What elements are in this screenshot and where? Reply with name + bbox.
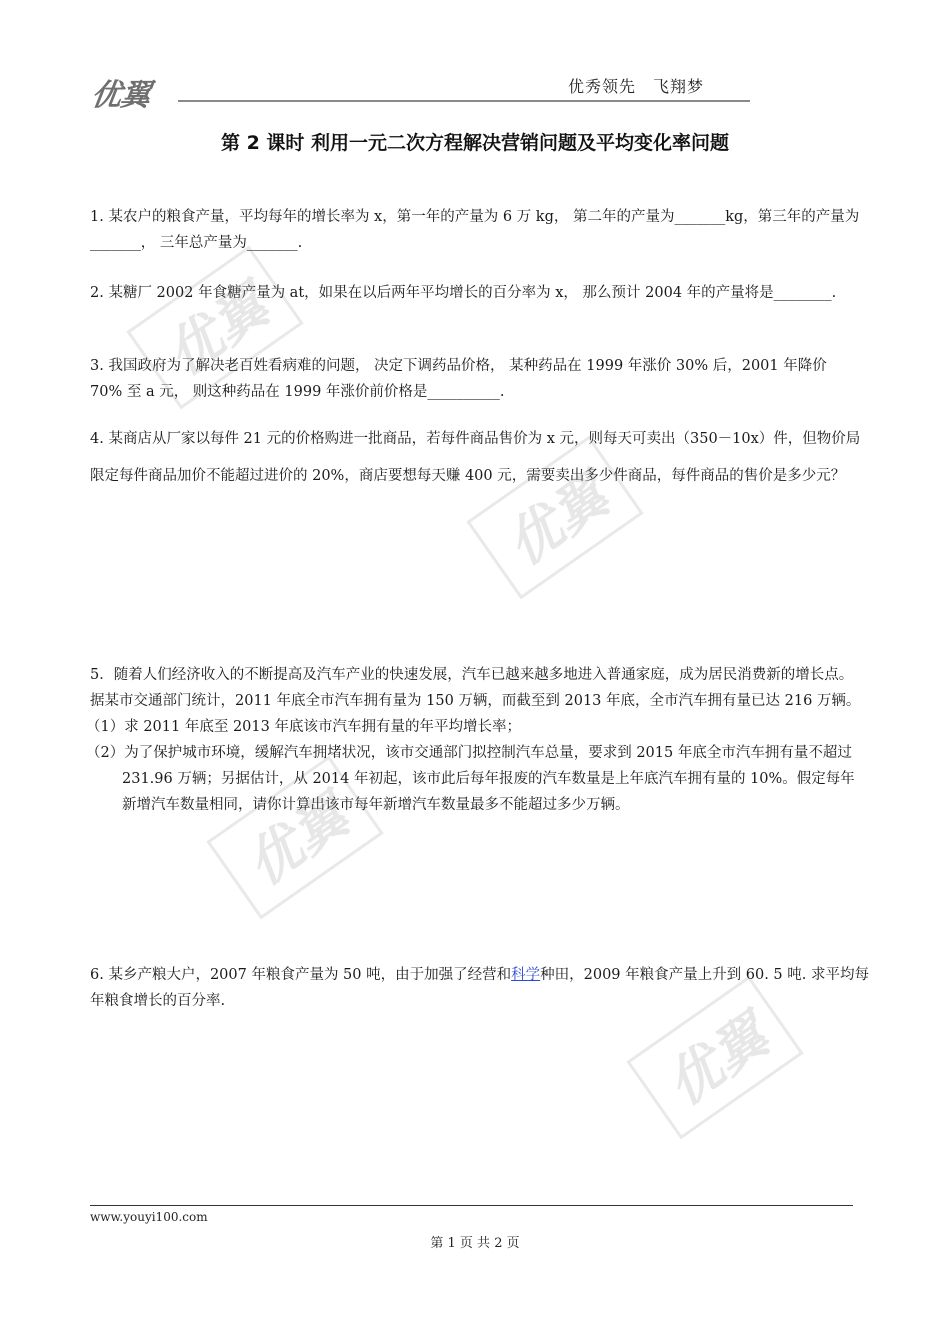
question-1: 1. 某农户的粮食产量，平均每年的增长率为 x，第一年的产量为 6 万 kg， 第二年的产量为_______kg，第三年的产量为_______， 三年总产量为_______. (90, 209, 860, 251)
question-3: 3. 我国政府为了解决老百姓看病难的问题， 决定下调药品价格， 某种药品在 1999 年涨价 30% 后，2001 年降价 70% 至 a 元， 则这种药品在 1999 年涨价前价格是__________. (90, 358, 827, 400)
page-number: 第 1 页 共 2 页 (430, 1236, 520, 1251)
brand-logo: 优翼 (89, 78, 152, 113)
question-5-part-1: （1）求 2011 年底至 2013 年底该市汽车拥有量的年平均增长率； (86, 719, 521, 735)
watermark-logo: 优翼 (206, 756, 383, 920)
footer-url: www.youyi100.com (90, 1210, 208, 1224)
watermark-logo: 优翼 (626, 976, 803, 1140)
watermark-logo: 优翼 (126, 246, 303, 410)
question-6-text-after: 种田，2009 年粮食产量上升到 60. 5 吨. 求平均每年粮食增长的百分率. (90, 967, 869, 1009)
header-slogan: 优秀领先 飞翔梦 (568, 77, 705, 96)
page-title: 第 2 课时 利用一元二次方程解决营销问题及平均变化率问题 (220, 132, 730, 154)
question-5 (86, 662, 862, 818)
question-6-text-before: 6. 某乡产粮大户，2007 年粮食产量为 50 吨，由于加强了经营和 (90, 967, 512, 983)
question-2: 2. 某糖厂 2002 年食糖产量为 at，如果在以后两年平均增长的百分率为 x， 那么预计 2004 年的产量将是________. (90, 285, 837, 301)
header-divider (178, 100, 750, 102)
footer-divider (90, 1205, 853, 1206)
watermark-logo: 优翼 (466, 436, 643, 600)
question-4: 4. 某商店从厂家以每件 21 元的价格购进一批商品，若每件商品售价为 x 元，则每天可卖出（350－10x）件，但物价局限定每件商品加价不能超过进价的 20%，商店要想每天赚 400 元，需要卖出多少件商品，每件商品的售价是多少元？ (90, 431, 861, 484)
question-5-stem: 5．随着人们经济收入的不断提高及汽车产业的快速发展，汽车已越来越多地进入普通家庭，成为居民消费新的增长点。据某市交通部门统计，2011 年底全市汽车拥有量为 150 万辆，而截至到 2013 年底，全市汽车拥有量已达 216 万辆。 (90, 667, 861, 709)
question-5-part-2: （2）为了保护城市环境，缓解汽车拥堵状况，该市交通部门拟控制汽车总量，要求到 2015 年底全市汽车拥有量不超过 231.96 万辆；另据估计，从 2014 年初起，该市此后每年报废的汽车数量是上年底汽车拥有量的 10%。假定每年新增汽车数量相同，请你计算出该市每年新增汽车数量最多不能超过多少万辆。 (86, 745, 855, 813)
science-link[interactable]: 科学 (511, 967, 541, 983)
